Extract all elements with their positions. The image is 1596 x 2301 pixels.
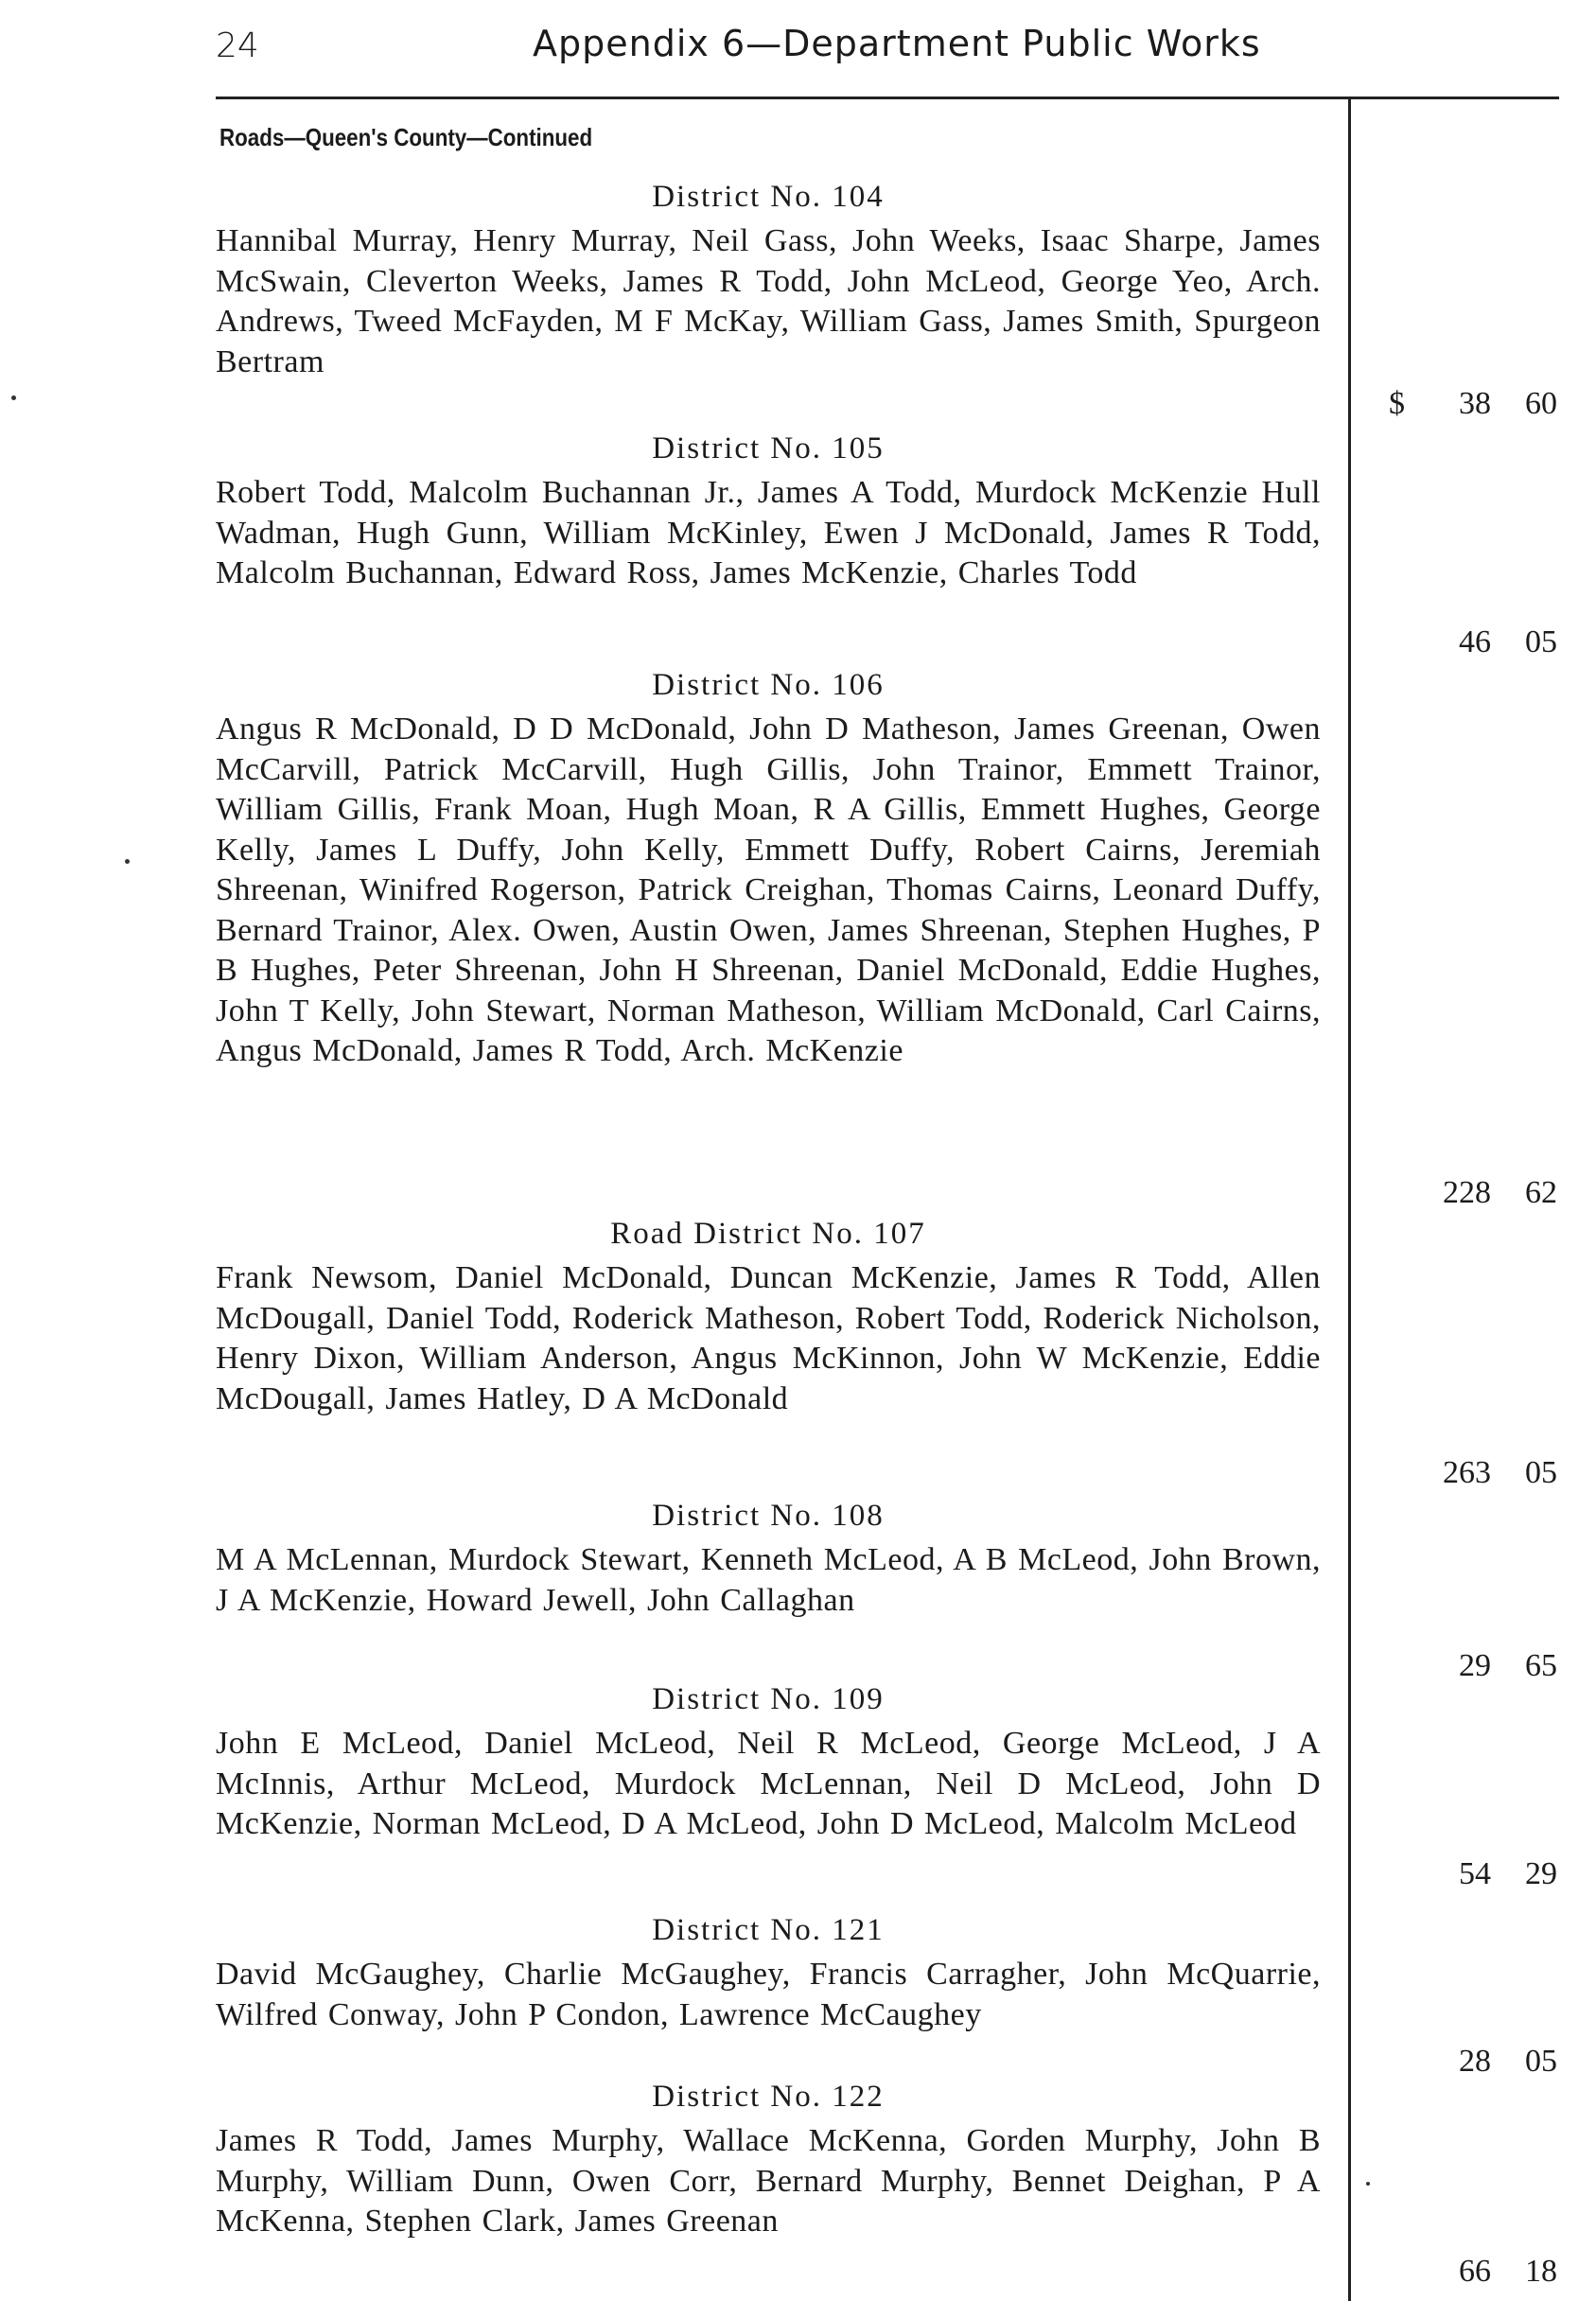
district-title: District No. 109 — [652, 1682, 885, 1716]
district-block — [216, 1680, 1321, 1845]
amount-dollars: 263 — [1443, 1455, 1491, 1490]
print-speck — [125, 859, 130, 864]
amount-dollars: 54 — [1459, 1856, 1491, 1891]
print-speck — [11, 395, 16, 400]
district-block — [216, 1911, 1321, 2035]
district-title: District No. 105 — [652, 431, 885, 465]
running-title: Appendix 6—Department Public Works — [533, 23, 1261, 64]
district-title: District No. 108 — [652, 1499, 885, 1533]
district-names: James R Todd, James Murphy, Wallace McKenna, Gorden Murphy, John B Murphy, William Dunn, Owen Corr, Bernard Murphy, Bennet Deighan, P A McKenna, Stephen Clark, James Greenan — [216, 2123, 1321, 2239]
amount-cents: 62 — [1525, 1175, 1557, 1210]
amount-cents: 29 — [1525, 1856, 1557, 1891]
page-header — [0, 0, 1596, 95]
district-title: District No. 104 — [652, 180, 885, 214]
district-names: Angus R McDonald, D D McDonald, John D Matheson, James Greenan, Owen McCarvill, Patrick McCarvill, Hugh Gillis, John Trainor, Emmett Trainor, William Gillis, Frank Moan, Hugh Moan, R A Gillis, Emmett Hughes, George Kelly, James L Duffy, John Kelly, Emmett Duffy, Robert Cairns, Jeremiah Shreenan, Winifred Rogerson, Patrick Creighan, Thomas Cairns, Leonard Duffy, Bernard Trainor, Alex. Owen, Austin Owen, James Shreenan, Stephen Hughes, P B Hughes, Peter Shreenan, John H Shreenan, Daniel McDonald, Eddie Hughes, John T Kelly, John Stewart, Norman Matheson, William McDonald, Carl Cairns, Angus McDonald, James R Todd, Arch. McKenzie — [216, 711, 1321, 1068]
district-title: District No. 122 — [652, 2080, 885, 2114]
district-names: John E McLeod, Daniel McLeod, Neil R McLeod, George McLeod, J A McInnis, Arthur McLeod, Murdock McLennan, Neil D McLeod, John D McKenzie, Norman McLeod, D A McLeod, John D McLeod, Malcolm McLeod — [216, 1726, 1321, 1841]
district-block — [216, 178, 1321, 382]
amount-cents: 65 — [1525, 1648, 1557, 1683]
amount-column-rule — [1348, 98, 1351, 2301]
district-block — [216, 666, 1321, 1072]
district-block — [216, 430, 1321, 594]
district-names: David McGaughey, Charlie McGaughey, Francis Carragher, John McQuarrie, Wilfred Conway, John P Condon, Lawrence McCaughey — [216, 1957, 1321, 2032]
district-title: District No. 106 — [652, 668, 885, 702]
header-rule — [216, 97, 1559, 99]
district-block — [216, 1215, 1321, 1419]
amount-cents: 60 — [1525, 386, 1557, 421]
amount-dollars: 66 — [1459, 2254, 1491, 2289]
amount-dollars: 46 — [1459, 624, 1491, 659]
amount-cents: 18 — [1525, 2254, 1557, 2289]
amount-dollars: 38 — [1459, 386, 1491, 421]
amount-dollars: 228 — [1443, 1175, 1491, 1210]
district-names: Frank Newsom, Daniel McDonald, Duncan McKenzie, James R Todd, Allen McDougall, Daniel Todd, Roderick Matheson, Robert Todd, Roderick Nicholson, Henry Dixon, William Anderson, Angus McKinnon, John W McKenzie, Eddie McDougall, James Hatley, D A McDonald — [216, 1260, 1321, 1416]
district-block — [216, 1497, 1321, 1621]
amount-cents: 05 — [1525, 624, 1557, 659]
amount-dollars: 28 — [1459, 2044, 1491, 2079]
page-number: 24 — [216, 26, 259, 65]
district-names: Hannibal Murray, Henry Murray, Neil Gass, John Weeks, Isaac Sharpe, James McSwain, Cleverton Weeks, James R Todd, John McLeod, George Yeo, Arch. Andrews, Tweed McFayden, M F McKay, William Gass, James Smith, Spurgeon Bertram — [216, 223, 1321, 379]
amount-dollars: 29 — [1459, 1648, 1491, 1683]
district-names: M A McLennan, Murdock Stewart, Kenneth McLeod, A B McLeod, John Brown, J A McKenzie, Howard Jewell, John Callaghan — [216, 1542, 1321, 1618]
district-block — [216, 2078, 1321, 2242]
amount-cents: 05 — [1525, 1455, 1557, 1490]
amount-cents: 05 — [1525, 2044, 1557, 2079]
district-title: Road District No. 107 — [610, 1217, 926, 1251]
district-names: Robert Todd, Malcolm Buchannan Jr., James A Todd, Murdock McKenzie Hull Wadman, Hugh Gunn, William McKinley, Ewen J McDonald, James R Todd, Malcolm Buchannan, Edward Ross, James McKenzie, Charles Todd — [216, 475, 1321, 590]
print-speck — [1366, 2182, 1370, 2186]
section-heading: Roads—Queen's County—Continued — [219, 123, 593, 151]
dollar-sign: $ — [1389, 386, 1405, 421]
district-title: District No. 121 — [652, 1913, 885, 1947]
